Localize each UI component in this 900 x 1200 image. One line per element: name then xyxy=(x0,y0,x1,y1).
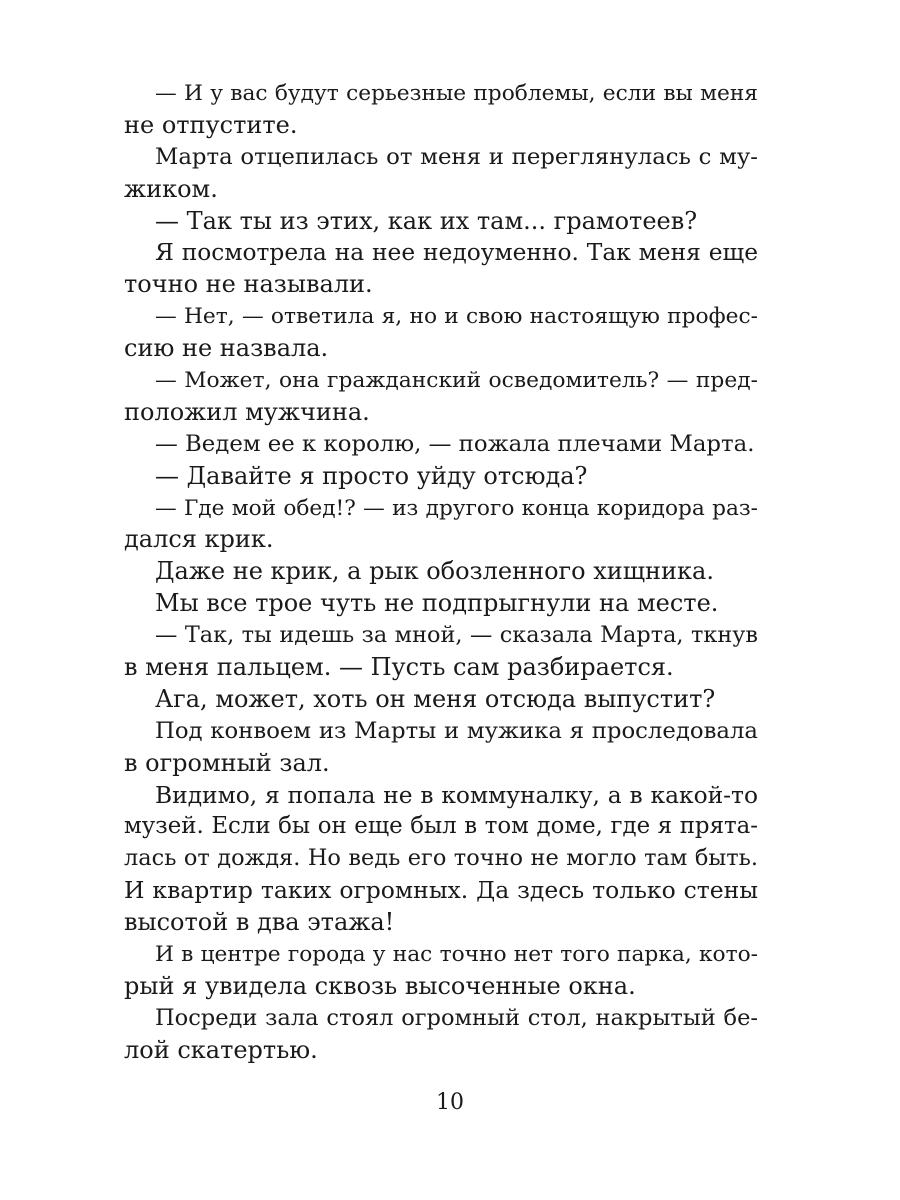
text-line: И в центре города у нас точно нет того парка, кото- xyxy=(155,942,758,968)
text-line: Под конвоем из Марты и мужика я проследовала xyxy=(155,717,758,744)
text-line: жиком. xyxy=(124,174,218,203)
text-line: — Давайте я просто уйду отсюда? xyxy=(155,461,588,490)
text-line: И квартир таких огромных. Да здесь только стены xyxy=(124,876,758,905)
text-line: — Может, она гражданский осведомитель? — пред- xyxy=(155,368,758,394)
text-line: Ага, может, хоть он меня отсюда выпустит? xyxy=(155,684,716,713)
text-line: высотой в два этажа! xyxy=(124,908,395,937)
text-line: в огромный зал. xyxy=(124,748,330,777)
text-line: дался крик. xyxy=(124,525,274,554)
body-text xyxy=(124,78,758,1067)
text-line: сию не назвала. xyxy=(124,334,329,363)
text-line: Видимо, я попала не в коммуналку, а в какой-то xyxy=(155,780,758,809)
text-line: Посреди зала стоял огромный стол, накрытый бе- xyxy=(155,1004,758,1031)
text-line: Марта отцепилась от меня и переглянулась с му- xyxy=(155,143,758,170)
text-line: не отпустите. xyxy=(124,110,298,139)
text-line: Даже не крик, а рык обозленного хищника. xyxy=(155,557,714,586)
text-line: в меня пальцем. — Пусть сам разбирается. xyxy=(124,653,674,682)
text-line: Мы все трое чуть не подпрыгнули на месте. xyxy=(155,589,719,618)
text-line: положил мужчина. xyxy=(124,397,370,426)
text-line: точно не называли. xyxy=(124,270,373,299)
text-line: — Ведем ее к королю, — пожала плечами Марта. xyxy=(155,430,755,457)
text-line: Я посмотрела на нее недоуменно. Так меня еще xyxy=(155,239,758,267)
page-number: 10 xyxy=(436,1090,464,1115)
text-line: — Так ты из этих, как их там... грамотеев? xyxy=(155,206,698,235)
text-line: — Где мой обед!? — из другого конца коридора раз- xyxy=(155,495,758,521)
text-line: — Так, ты идешь за мной, — сказала Марта, ткнув xyxy=(155,622,758,649)
text-line: рый я увидела сквозь высоченные окна. xyxy=(124,971,636,1000)
text-line: лой скатертью. xyxy=(124,1035,318,1064)
text-line: музей. Если бы он еще был в том доме, где я прята- xyxy=(124,813,758,840)
text-line: — Нет, — ответила я, но и свою настоящую профес- xyxy=(155,304,758,330)
text-line: лась от дождя. Но ведь его точно не могло там быть. xyxy=(124,845,758,872)
text-line: — И у вас будут серьезные проблемы, если вы меня xyxy=(155,81,758,106)
